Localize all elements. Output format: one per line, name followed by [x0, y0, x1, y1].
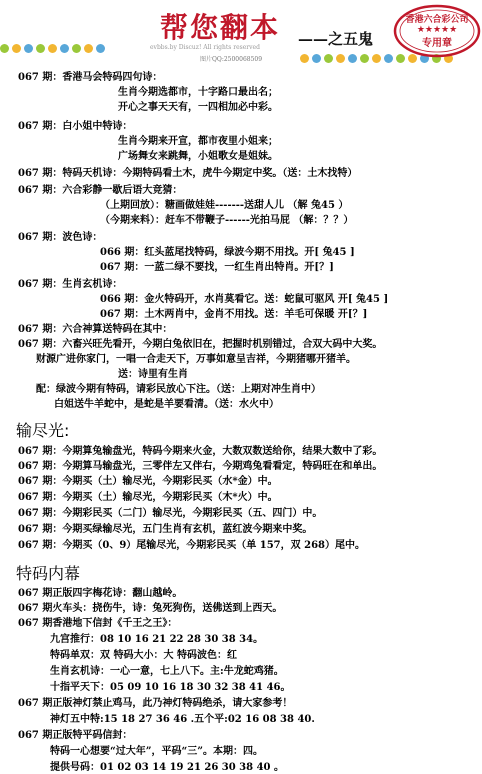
- seal-stamp: [393, 4, 481, 58]
- text-line: 神灯五中特:15 18 27 36 46 .五个平:02 16 08 38 40.: [50, 714, 315, 725]
- page-subtitle: ——之五鬼: [298, 30, 374, 48]
- text-line: 066 期：金火特码开，水肖莫看它。送：蛇鼠可驱风 开[ 兔45 ]: [100, 294, 389, 305]
- text-line: 067 期正版特平码信封：: [18, 730, 133, 741]
- text-line: 财源广进你家门，一唱一合走天下，万事如意呈吉祥，今期猪哪开猪羊。: [36, 354, 356, 365]
- qq-note: 图片QQ:2500068509: [200, 56, 263, 63]
- text-line: 067 期：今期买（0、9）尾输尽光，今期彩民买（单 157，双 268）尾中。: [18, 540, 365, 551]
- text-line: 特码一心想要“过大年”，平码“三”。本期：四。: [50, 746, 264, 757]
- seal-top-text: 香港六合彩公司: [405, 15, 469, 25]
- text-line: （今期来料）：赶车不带鞭子------光拍马屁 （解：？？）: [100, 215, 354, 226]
- text-line: 生肖今期选都市，十字路口最出名；: [118, 87, 278, 98]
- text-line: 十指平天下：05 09 10 16 18 30 32 38 41 46。: [50, 682, 291, 693]
- text-line: 067 期火车头：挠伤牛，诗：兔死狗伤，送佛送到上西天。: [18, 603, 283, 614]
- text-line: 067 期：一蓝二绿不要找，一红生肖出特肖。开[？]: [100, 262, 334, 273]
- text-line: 提供号码：01 02 03 14 19 21 26 30 38 40 。: [50, 762, 284, 773]
- text-line: 生肖玄机诗：一心一意，七上八下。主:牛龙蛇鸡猪。: [50, 666, 284, 677]
- text-line: 067 期：白小姐中特诗：: [18, 121, 133, 132]
- text-line: 066 期：红头蓝尾找特码，绿波今期不用找。开[ 兔45 ]: [100, 247, 355, 258]
- section-title-inside: 特码内幕: [16, 564, 81, 583]
- text-line: 067 期：今期彩民买（二门）输尽光，今期彩民买（五、四门）中。: [18, 508, 323, 519]
- text-line: 067 期：六合彩静一歇后语大竞猜：: [18, 185, 183, 196]
- copyright-note: evbbs.by Discuz! All rights reserved: [150, 44, 260, 51]
- text-line: 067 期香港地下信封《千王之王》：: [18, 618, 178, 629]
- text-line: 特码单双：双 特码大小：大 特码波色：红: [50, 650, 237, 661]
- text-line: 开心之事天天有，一四相加必中彩。: [118, 102, 278, 113]
- text-line: 067 期正版四字梅花诗：翻山越岭。: [18, 588, 183, 599]
- text-line: 067 期：今期买绿输尽光，五门生肖有玄机，蓝红波今期来中奖。: [18, 524, 313, 535]
- section-title-lose: 输尽光:: [16, 421, 70, 440]
- text-line: 送：诗里有生肖: [118, 369, 188, 380]
- text-line: 067 期正版神灯禁止鸡马，此乃神灯特码绝杀，请大家参考！: [18, 698, 293, 709]
- text-line: 067 期：特码天机诗：今期特码看土木，虎牛今期定中奖。（送：土木找特）: [18, 168, 358, 179]
- text-line: 067 期：土木两肖中，金肖不用找。送：羊毛可保暖 开[？]: [100, 309, 368, 320]
- text-line: 067 期：今期买（土）输尽光，今期彩民买（水*金）中。: [18, 476, 278, 487]
- text-line: 067 期：六合神算送特码在其中：: [18, 324, 173, 335]
- text-line: 生肖今期来开宣，都市夜里小姐来；: [118, 136, 278, 147]
- text-line: 广场舞女来跳舞，小姐歌女是姐妹。: [118, 151, 278, 162]
- text-line: 067 期：生肖玄机诗：: [18, 279, 123, 290]
- text-line: （上期回放）：糖画做娃娃-------送甜人儿 （解 兔45 ）: [100, 200, 349, 211]
- text-line: 067 期：今期买（土）输尽光，今期彩民买（木*火）中。: [18, 492, 278, 503]
- decorative-dots-left: [0, 38, 160, 48]
- text-line: 067 期：六畜兴旺先看开，今期白兔依旧在，把握时机别错过，合双大码中大奖。: [18, 339, 383, 350]
- text-line: 白姐送牛羊蛇中，是蛇是羊要看清。（送：水火中）: [54, 399, 279, 410]
- text-line: 067 期：波色诗：: [18, 232, 103, 243]
- text-line: 067 期：今期算兔输盘光，特码今期来火金，大数双数送给你，结果大数中了彩。: [18, 446, 383, 457]
- text-line: 067 期：香港马会特码四句诗：: [18, 72, 163, 83]
- text-line: 配：绿波今期有特码，请彩民放心下注。（送：上期对冲生肖中）: [36, 384, 321, 395]
- seal-icon: [393, 4, 481, 58]
- page-title: 帮您翻本: [160, 11, 281, 44]
- header: [0, 0, 482, 66]
- text-line: 067 期：今期算马输盘光，三零伴左又伴右，今期鸡兔看看定，特码旺在和单出。: [18, 461, 383, 472]
- seal-bottom-text: 专用章: [422, 38, 452, 49]
- text-line: 九宫推行：08 10 16 21 22 28 30 38 34。: [50, 634, 264, 645]
- svg-text:★★★★★: ★★★★★: [416, 25, 458, 35]
